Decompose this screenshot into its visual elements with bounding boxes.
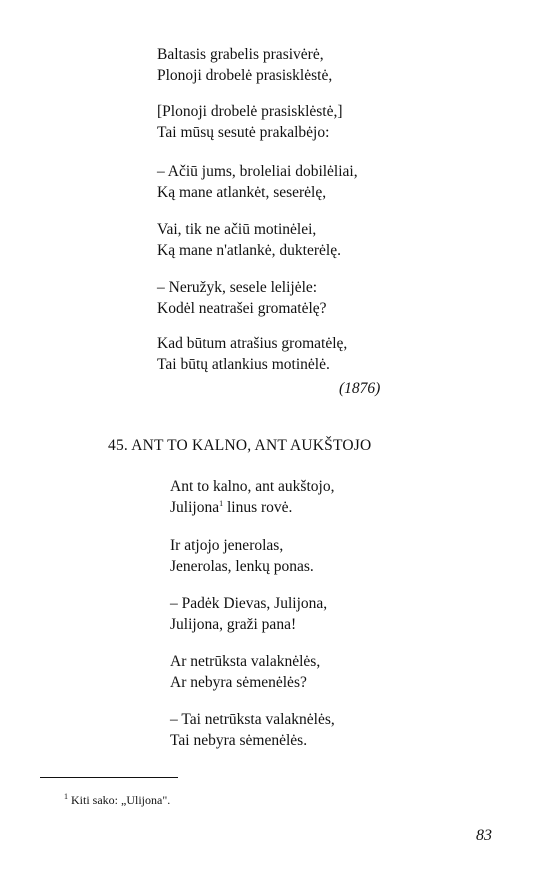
poem1-stanza xyxy=(157,219,341,261)
footnote-reference: 1 xyxy=(219,498,224,508)
verse-line: Kad būtum atrašius gromatėlę, xyxy=(157,335,348,352)
verse-line: Kodėl neatrašei gromatėlę? xyxy=(157,300,327,317)
verse-line: Ir atjojo jenerolas, xyxy=(170,537,284,554)
verse-line: Ant to kalno, ant aukštojo, xyxy=(170,478,335,495)
verse-line: Ką mane n'atlankė, dukterėlę. xyxy=(157,242,341,259)
verse-text: Julijona xyxy=(170,499,220,516)
verse-line: Ką mane atlankėt, seserėlę, xyxy=(157,184,327,201)
verse-text: linus rovė. xyxy=(223,499,293,516)
verse-line xyxy=(170,497,334,518)
poem1-stanza xyxy=(157,101,343,143)
poem-title: 45. ANT TO KALNO, ANT AUKŠTOJO xyxy=(108,437,372,454)
verse-line: Plonoji drobelė prasisklėstė, xyxy=(157,67,333,84)
footnote xyxy=(64,793,170,808)
verse-line: – Padėk Dievas, Julijona, xyxy=(170,595,328,612)
poem1-stanza xyxy=(157,161,358,203)
verse-line: Julijona, graži pana! xyxy=(170,616,297,633)
poem2-stanza xyxy=(170,593,327,635)
footnote-divider xyxy=(40,777,178,778)
verse-line: – Tai netrūksta valaknėlės, xyxy=(170,711,335,728)
verse-line: Baltasis grabelis prasivėrė, xyxy=(157,46,324,63)
poem1-stanza xyxy=(157,277,327,319)
verse-line: Vai, tik ne ačiū motinėlei, xyxy=(157,221,317,238)
verse-line: [Plonoji drobelė prasisklėstė,] xyxy=(157,103,343,120)
verse-line: Ar nebyra sėmenėlės? xyxy=(170,674,307,691)
verse-line: Tai būtų atlankius motinėlė. xyxy=(157,356,330,373)
poem1-stanza xyxy=(157,333,347,375)
poem2-stanza xyxy=(170,651,320,693)
footnote-marker: 1 xyxy=(64,792,68,801)
poem2-stanza xyxy=(170,476,334,518)
poem2-stanza xyxy=(170,709,335,751)
verse-line: – Ačiū jums, broleliai dobilėliai, xyxy=(157,163,358,180)
footnote-text: Kiti sako: „Ulijona". xyxy=(68,793,171,807)
poem-year: (1876) xyxy=(339,380,381,397)
verse-line: – Neružyk, sesele lelijėle: xyxy=(157,279,318,296)
verse-line: Ar netrūksta valaknėlės, xyxy=(170,653,321,670)
poem1-stanza xyxy=(157,44,332,86)
poem2-stanza xyxy=(170,535,314,577)
page-number: 83 xyxy=(476,827,492,844)
verse-line: Tai mūsų sesutė prakalbėjo: xyxy=(157,124,330,141)
verse-line: Tai nebyra sėmenėlės. xyxy=(170,732,308,749)
verse-line: Jenerolas, lenkų ponas. xyxy=(170,558,314,575)
